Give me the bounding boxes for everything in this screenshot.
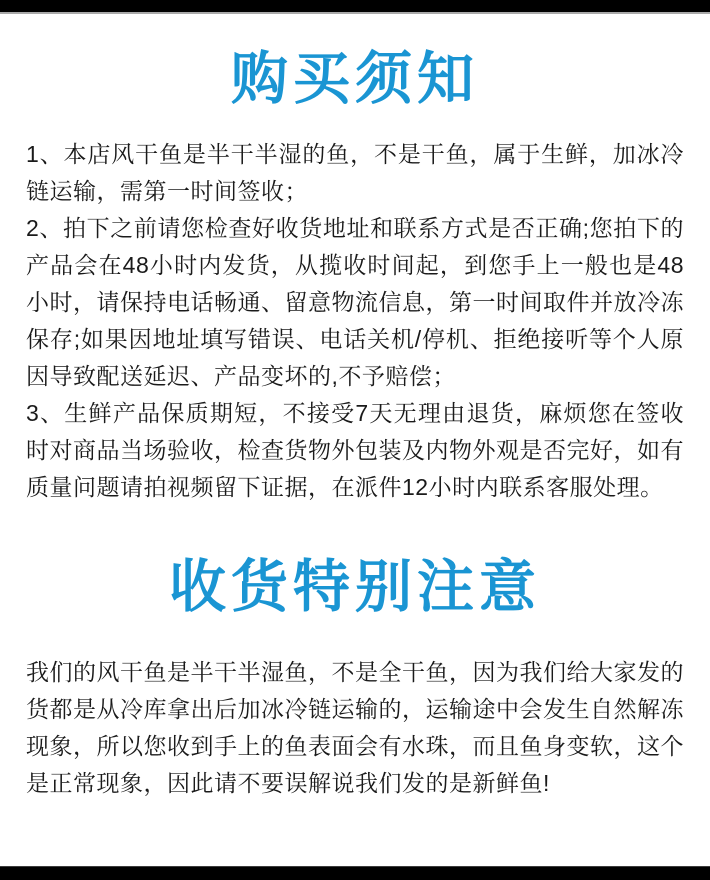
bottom-border-bar xyxy=(0,866,710,880)
purchase-notice-title: 购买须知 xyxy=(231,47,479,111)
purchase-notice-body xyxy=(26,136,684,506)
notice-item-2: 2、拍下之前请您检查好收货地址和联系方式是否正确;您拍下的产品会在48小时内发货，从揽收时间起，到您手上一般也是48小时，请保持电话畅通、留意物流信息，第一时间取件并放冷冻保存;如果因地址填写错误、电话关机/停机、拒绝接听等个人原因导致配送延迟、产品变坏的,不予赔偿； xyxy=(26,215,684,389)
notice-item-3: 3、生鲜产品保质期短，不接受7天无理由退货，麻烦您在签收时对商品当场验收，检查货物外包装及内物外观是否完好，如有质量问题请拍视频留下证据，在派件12小时内联系客服处理。 xyxy=(26,400,684,500)
notice-item-1: 1、本店风干鱼是半干半湿的鱼，不是干鱼，属于生鲜，加冰冷链运输，需第一时间签收； xyxy=(26,141,684,204)
top-divider-line xyxy=(0,12,710,14)
delivery-notice-paragraph: 我们的风干鱼是半干半湿鱼，不是全干鱼，因为我们给大家发的货都是从冷库拿出后加冰冷链运输的，运输途中会发生自然解冻现象，所以您收到手上的鱼表面会有水珠，而且鱼身变软，这个是正常现象，因此请不要误解说我们发的是新鲜鱼! xyxy=(26,659,684,796)
delivery-notice-body xyxy=(26,654,684,802)
top-border-bar xyxy=(0,0,710,12)
delivery-notice-title: 收货特别注意 xyxy=(169,555,541,619)
